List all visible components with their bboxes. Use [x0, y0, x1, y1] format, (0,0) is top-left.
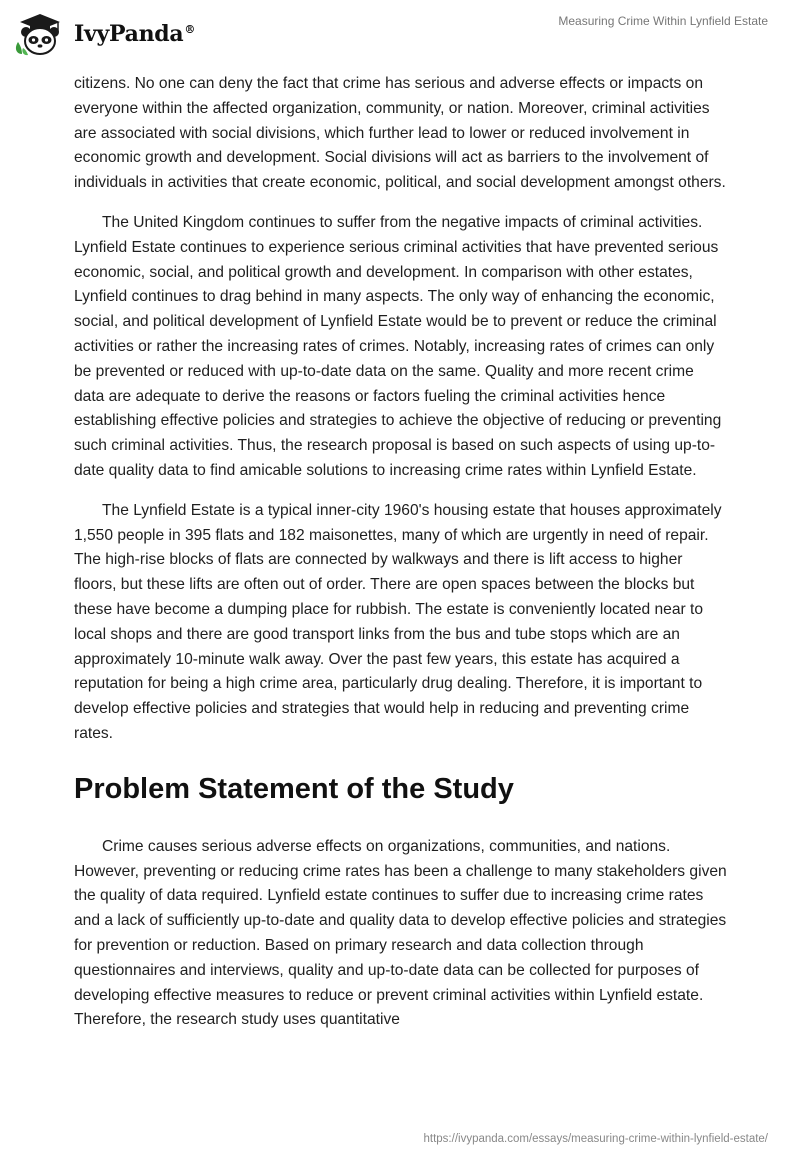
- paragraph: The United Kingdom continues to suffer from the negative impacts of criminal activities. Lynfield Estate continues to experience serious criminal activities that have prevented serious economic, social, and political growth and development. In comparison with other estates, Lynfield continues to drag behind in many aspects. The only way of enhancing the economic, social, and political development of Lynfield Estate would be to prevent or reduce the criminal activities or rather the increasing rates of crimes. Notably, increasing rates of crimes can only be prevented or reduced with up-to-date data on the same. Quality and more recent crime data are adequate to derive the reasons or factors fueling the criminal activities hence establishing effective policies and strategies to achieve the objective of reducing or preventing such criminal activities. Thus, the research proposal is based on such aspects of using up-to-date quality data to find amicable solutions to increasing crime rates within Lynfield Estate.: [74, 213, 722, 479]
- ivypanda-logo[interactable]: [14, 10, 195, 58]
- paragraph: The Lynfield Estate is a typical inner-city 1960's housing estate that houses approximately 1,550 people in 395 flats and 182 maisonettes, many of which are urgently in need of repair. The high-rise blocks of flats are connected by walkways and there is lift access to higher floors, but these lifts are often out of order. There are open spaces between the blocks but these have become a dumping place for rubbish. The estate is conveniently located near to local shops and there are good transport links from the bus and tube stops which are an approximately 10-minute walk away. Over the past few years, this estate has acquired a reputation for being a high crime area, particularly drug dealing. Therefore, it is important to develop effective policies and strategies that would help in reducing and preventing crime rates.: [74, 501, 722, 742]
- problem-statement-section: [74, 771, 728, 1033]
- logo-wordmark: IvyPanda®: [74, 21, 196, 47]
- page-header: [0, 0, 800, 70]
- paragraph: Crime causes serious adverse effects on organizations, communities, and nations. However, preventing or reducing crime rates has been a challenge to many stakeholders given the quality of data required. Lynfield estate continues to suffer due to increasing crime rates and a lack of sufficiently up-to-date and quality data to develop effective policies and strategies for prevention or reduction. Based on primary research and data collection through questionnaires and interviews, quality and up-to-date data can be collected for purposes of developing effective measures to reduce or prevent criminal activities within Lynfield estate. Therefore, the research study uses quantitative: [74, 837, 727, 1029]
- source-url[interactable]: https://ivypanda.com/essays/measuring-crime-within-lynfield-estate/: [423, 1133, 768, 1145]
- panda-mascot-icon: [14, 12, 66, 56]
- section-heading: Problem Statement of the Study: [74, 772, 514, 805]
- essay-content: [74, 72, 728, 1033]
- document-title: Measuring Crime Within Lynfield Estate: [558, 14, 768, 28]
- paragraph-continued: citizens. No one can deny the fact that crime has serious and adverse effects or impacts on everyone within the affected organization, community, or nation. Moreover, criminal activities are associated with social divisions, which further lead to lower or reduced involvement in economic growth and development. Social divisions will act as barriers to the involvement of individuals in activities that create economic, political, and social development amongst others.: [74, 75, 726, 192]
